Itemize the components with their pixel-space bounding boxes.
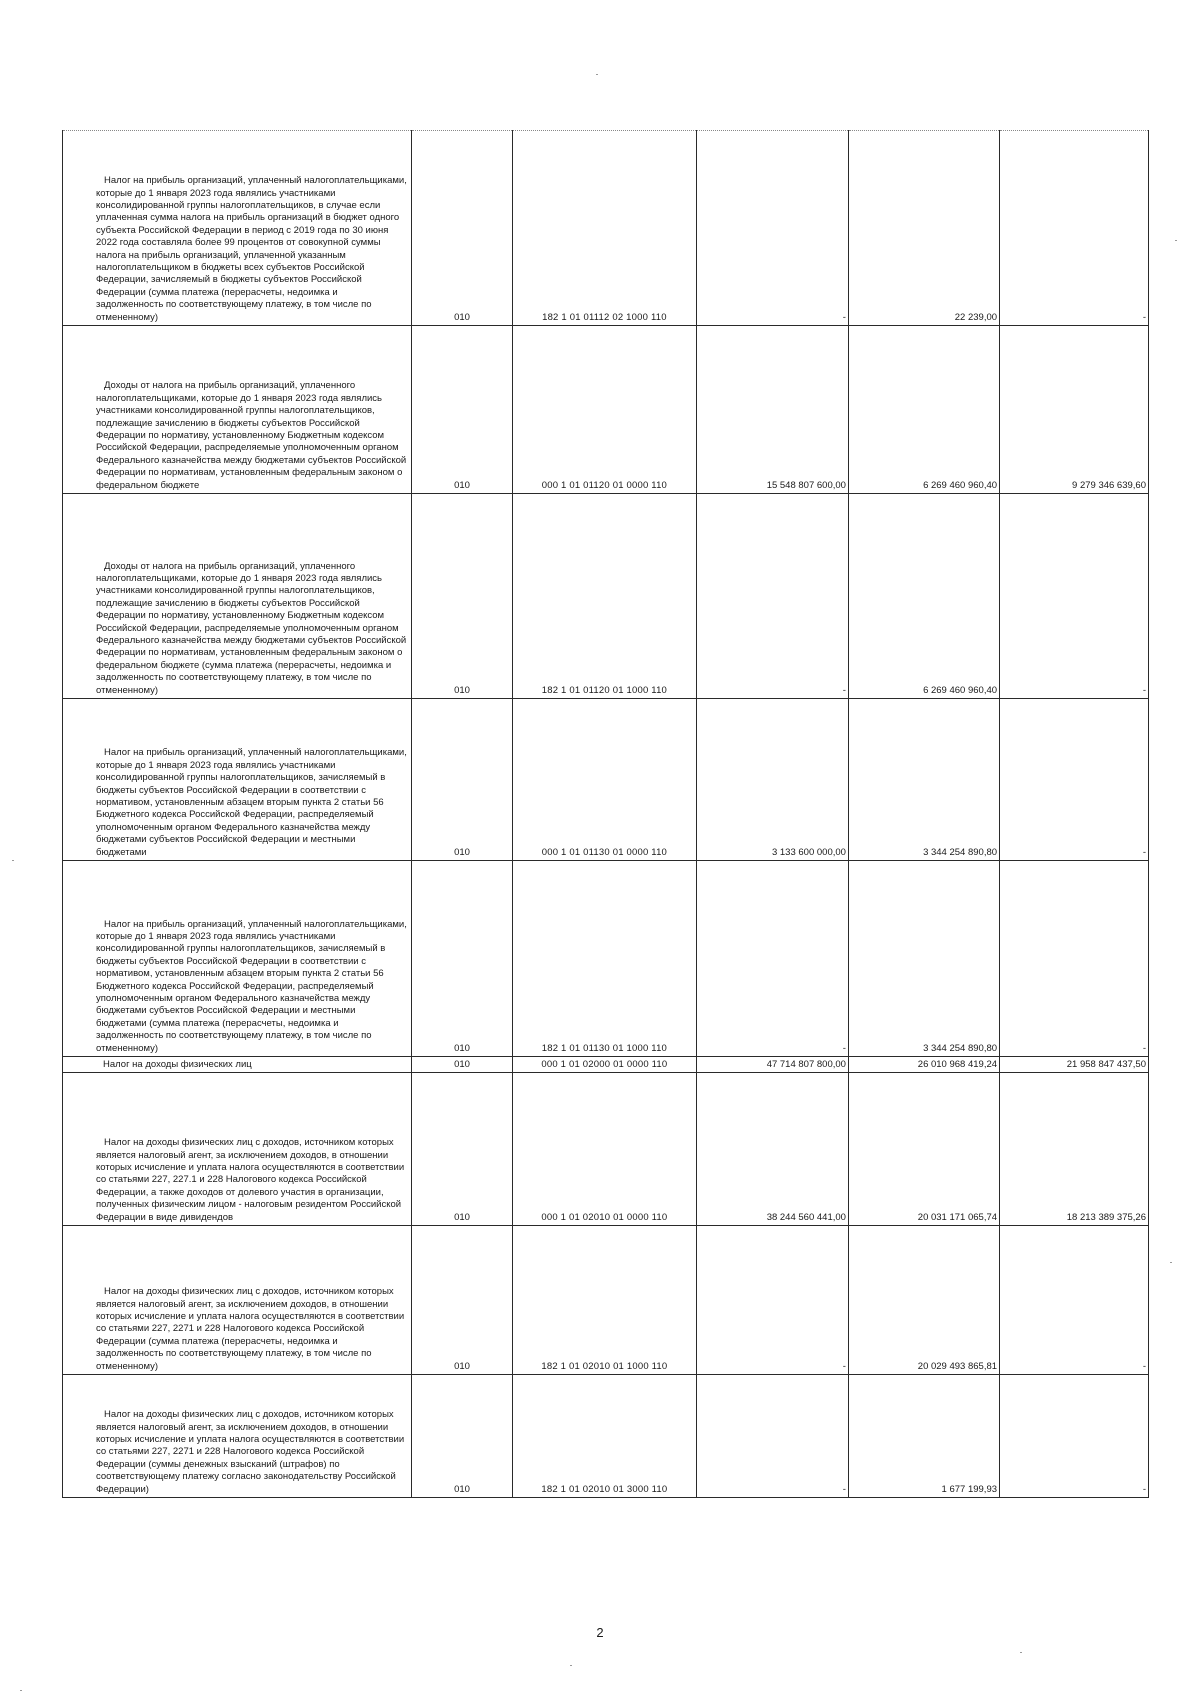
- scan-speck: [596, 74, 598, 75]
- table-row: [63, 1226, 1149, 1375]
- row-executed: 1 677 199,93: [848, 1375, 999, 1498]
- row-name: Доходы от налога на прибыль организаций, уплаченного налогоплательщиками, которые до 1 января 2023 года являлись участниками консолидированной группы налогоплательщиков, подлежащие зачислению в бюджеты субъектов Российской Федерации по нормативу, установленному Бюджетным кодексом Российской Федерации, распределяемые уполномоченным органом Федерального казначейства между бюджетами субъектов Российской Федерации по нормативам, установленным федеральным законом о федеральном бюджете (сумма платежа (перерасчеты, недоимка и задолженность по соответствующему платежу, в том числе по отмененному): [63, 494, 412, 699]
- row-name: Налог на прибыль организаций, уплаченный налогоплательщиками, которые до 1 января 2023 года являлись участниками консолидированной группы налогоплательщиков, зачисляемый в бюджеты субъектов Российской Федерации в соответствии с нормативом, установленным абзацем вторым пункта 2 статьи 56 Бюджетного кодекса Российской Федерации, распределяемый уполномоченным органом Федерального казначейства между бюджетами субъектов Российской Федерации и местными бюджетами (сумма платежа (перерасчеты, недоимка и задолженность по соответствующему платежу, в том числе по отмененному): [63, 861, 412, 1057]
- row-unexecuted: -: [1000, 699, 1149, 861]
- row-approved: -: [696, 861, 848, 1057]
- row-name: Налог на доходы физических лиц с доходов, источником которых является налоговый агент, за исключением доходов, в отношении которых исчисление и уплата налога осуществляются в соответствии со статьями 227, 2271 и 228 Налогового кодекса Российской Федерации (сумма платежа (перерасчеты, недоимка и задолженность по соответствующему платежу, в том числе по отмененному): [63, 1226, 412, 1375]
- row-unexecuted: -: [1000, 1375, 1149, 1498]
- row-name: Налог на доходы физических лиц с доходов, источником которых является налоговый агент, за исключением доходов, в отношении которых исчисление и уплата налога осуществляются в соответствии со статьями 227, 227.1 и 228 Налогового кодекса Российской Федерации, а также доходов от долевого участия в организации, полученных физическим лицом - налоговым резидентом Российской Федерации в виде дивидендов: [63, 1073, 412, 1226]
- row-approved: 38 244 560 441,00: [696, 1073, 848, 1226]
- row-unexecuted: -: [1000, 861, 1149, 1057]
- table-row: [63, 326, 1149, 494]
- row-budget-code: 182 1 01 02010 01 3000 110: [513, 1375, 697, 1498]
- scan-speck: [20, 1690, 22, 1691]
- row-executed: 3 344 254 890,80: [848, 699, 999, 861]
- table-row: [63, 1073, 1149, 1226]
- row-name: Налог на доходы физических лиц: [63, 1057, 412, 1073]
- row-approved: 15 548 807 600,00: [696, 326, 848, 494]
- row-executed: 6 269 460 960,40: [848, 326, 999, 494]
- row-unexecuted: 21 958 847 437,50: [1000, 1057, 1149, 1073]
- row-executed: 20 029 493 865,81: [848, 1226, 999, 1375]
- row-unexecuted: 9 279 346 639,60: [1000, 326, 1149, 494]
- row-approved: -: [696, 1226, 848, 1375]
- row-unexecuted: -: [1000, 131, 1149, 326]
- row-budget-code: 000 1 01 01120 01 0000 110: [513, 326, 697, 494]
- row-line-code: 010: [411, 494, 512, 699]
- scan-speck: [1020, 1652, 1022, 1653]
- row-line-code: 010: [411, 1375, 512, 1498]
- table-row: [63, 861, 1149, 1057]
- row-approved: -: [696, 1375, 848, 1498]
- revenue-table: [62, 130, 1149, 1498]
- row-executed: 20 031 171 065,74: [848, 1073, 999, 1226]
- row-unexecuted: 18 213 389 375,26: [1000, 1073, 1149, 1226]
- row-approved: 47 714 807 800,00: [696, 1057, 848, 1073]
- page-number: 2: [596, 1625, 604, 1640]
- row-budget-code: 182 1 01 01120 01 1000 110: [513, 494, 697, 699]
- row-budget-code: 000 1 01 02000 01 0000 110: [513, 1057, 697, 1073]
- table-row: [63, 494, 1149, 699]
- row-budget-code: 182 1 01 02010 01 1000 110: [513, 1226, 697, 1375]
- row-line-code: 010: [411, 1073, 512, 1226]
- row-approved: 3 133 600 000,00: [696, 699, 848, 861]
- row-budget-code: 000 1 01 01130 01 0000 110: [513, 699, 697, 861]
- table-row: [63, 699, 1149, 861]
- row-unexecuted: -: [1000, 494, 1149, 699]
- row-approved: -: [696, 494, 848, 699]
- row-executed: 26 010 968 419,24: [848, 1057, 999, 1073]
- scan-speck: [1175, 240, 1177, 241]
- row-unexecuted: -: [1000, 1226, 1149, 1375]
- row-budget-code: 182 1 01 01130 01 1000 110: [513, 861, 697, 1057]
- row-line-code: 010: [411, 699, 512, 861]
- table-row: [63, 1375, 1149, 1498]
- row-name: Налог на прибыль организаций, уплаченный налогоплательщиками, которые до 1 января 2023 года являлись участниками консолидированной группы налогоплательщиков, в случае если уплаченная сумма налога на прибыль организаций в бюджет одного субъекта Российской Федерации в период с 2019 года по 30 июня 2022 года составляла более 99 процентов от совокупной суммы налога на прибыль организаций, уплаченной указанным налогоплательщиком в бюджеты всех субъектов Российской Федерации, зачисляемый в бюджеты субъектов Российской Федерации (сумма платежа (перерасчеты, недоимка и задолженность по соответствующему платежу, в том числе по отмененному): [63, 131, 412, 326]
- row-line-code: 010: [411, 861, 512, 1057]
- row-name: Налог на доходы физических лиц с доходов, источником которых является налоговый агент, за исключением доходов, в отношении которых исчисление и уплата налога осуществляются в соответствии со статьями 227, 2271 и 228 Налогового кодекса Российской Федерации (суммы денежных взысканий (штрафов) по соответствующему платежу согласно законодательству Российской Федерации): [63, 1375, 412, 1498]
- row-approved: -: [696, 131, 848, 326]
- table-row: [63, 1057, 1149, 1073]
- row-line-code: 010: [411, 1057, 512, 1073]
- scan-speck: [570, 1665, 572, 1666]
- row-executed: 6 269 460 960,40: [848, 494, 999, 699]
- row-name: Доходы от налога на прибыль организаций, уплаченного налогоплательщиками, которые до 1 января 2023 года являлись участниками консолидированной группы налогоплательщиков, подлежащие зачислению в бюджеты субъектов Российской Федерации по нормативу, установленному Бюджетным кодексом Российской Федерации, распределяемые уполномоченным органом Федерального казначейства между бюджетами субъектов Российской Федерации по нормативам, установленным федеральным законом о федеральном бюджете: [63, 326, 412, 494]
- row-line-code: 010: [411, 1226, 512, 1375]
- row-name: Налог на прибыль организаций, уплаченный налогоплательщиками, которые до 1 января 2023 года являлись участниками консолидированной группы налогоплательщиков, зачисляемый в бюджеты субъектов Российской Федерации в соответствии с нормативом, установленным абзацем вторым пункта 2 статьи 56 Бюджетного кодекса Российской Федерации, распределяемый уполномоченным органом Федерального казначейства между бюджетами субъектов Российской Федерации и местными бюджетами: [63, 699, 412, 861]
- row-executed: 3 344 254 890,80: [848, 861, 999, 1057]
- table-row: [63, 131, 1149, 326]
- row-line-code: 010: [411, 131, 512, 326]
- row-executed: 22 239,00: [848, 131, 999, 326]
- scan-speck: [12, 860, 14, 861]
- row-budget-code: 000 1 01 02010 01 0000 110: [513, 1073, 697, 1226]
- row-line-code: 010: [411, 326, 512, 494]
- row-budget-code: 182 1 01 01112 02 1000 110: [513, 131, 697, 326]
- scan-speck: [1170, 1262, 1172, 1263]
